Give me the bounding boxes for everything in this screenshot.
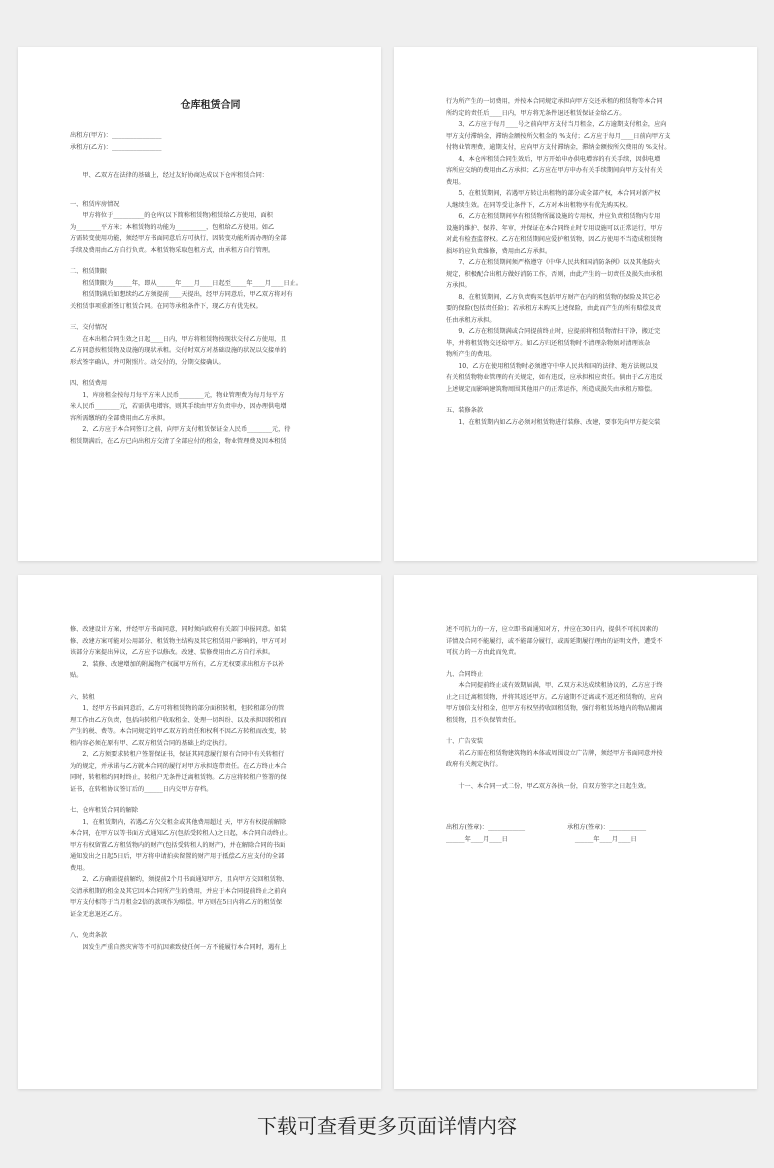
lessor-signature-field: 出租方(签章)：____________ (446, 824, 526, 831)
section-heading: 八、免责条款 (70, 932, 108, 939)
text-line: 本合同，在甲方以等书面方式通知乙方(包括受转租人)之日起，本合同自动终止。 (70, 830, 292, 837)
text-line: 毕，并将租赁物交还给甲方。如乙方归还租赁物时不清理杂物须对清理该杂 (446, 339, 651, 347)
text-line: 证书，在转租协议签订后的______日内交甲方存档。 (70, 785, 213, 793)
text-line: 费用。 (70, 864, 89, 872)
document-page-4 (394, 575, 757, 1089)
text-line: 8、在租赁期间，乙方负责购买包括甲方财产在内的租赁物的保险及其它必 (446, 293, 661, 301)
text-line: 2、乙方应于本合同签订之前，向甲方支付租赁保证金人民币________元，待 (70, 426, 291, 433)
text-line: 有关租赁物物业管理的有关规定，如有违反，应承担相应责任。倘由于乙方违反 (446, 374, 663, 381)
section-heading: 九、合同终止 (446, 670, 484, 678)
section-heading: 二、租赁期限 (70, 268, 108, 275)
lessee-signature-field: 承租方(签章)：____________ (567, 824, 647, 831)
text-line: 方需转变使用功能，须经甲方书面同意后方可执行，因转变功能所需办理的全部 (70, 235, 287, 242)
text-line: 1、经甲方书面同意后，乙方可将租赁物的部分面积转租，但转租部分的管 (70, 705, 285, 712)
date-row (446, 834, 727, 846)
lessee-date-field: ______年____月____日 (574, 835, 637, 843)
text-line: 所约定的责任后____日内，甲方将无条件退还租赁保证金给乙方。 (446, 109, 626, 117)
text-line: 1、在租赁期内如乙方必须对租赁物进行装修、改建，要事先向甲方提交装 (446, 418, 661, 426)
lessor-field: 出租方(甲方)：________________ (70, 132, 162, 139)
text-line: 甲方加倍支付租金，但甲方有权坚持收回租赁物，强行将租赁场地内的物品搬离 (446, 705, 663, 712)
text-line: 租内容必须在原有甲、乙双方租赁合同的基础上约定执行。 (70, 739, 231, 747)
text-line: 交清承租期的租金及其它因本合同所产生的费用，并应于本合同提前终止之前向 (70, 887, 287, 895)
text-line: 修、改建设计方案，并经甲方书面同意，同时须向政府有关部门申报同意。如装 (70, 626, 287, 633)
text-line: 2、乙方确需提前解约，须提前2个月书面通知甲方，且向甲方交回租赁物、 (70, 876, 289, 883)
text-line: 米人民币________元，若需供电增容，则其手续由甲方负责申办，因办理供电增 (70, 403, 287, 410)
section-heading: 六、转租 (70, 693, 95, 701)
download-caption: 下载可查看更多页面详情内容 (257, 1114, 517, 1138)
text-line: 甲方有权留置乙方租赁物内的财产(包括受转租人的财产)，并在解除合同的书面 (70, 841, 286, 849)
text-line: 容所需缴纳的全部费用由乙方承担。 (70, 414, 169, 422)
text-line: 规定，积极配合出租方做好消防工作，否则，由此产生的一切责任及损失由承租 (446, 270, 663, 278)
lessor-date-field: ______年____月____日 (446, 835, 508, 843)
text-line: 1、在租赁期内，若遇乙方欠交租金或其他费用超过 天，甲方有权提前解除 (70, 818, 287, 826)
text-line: 贴。 (70, 672, 83, 679)
signature-row (446, 822, 727, 834)
text-line: 5、在租赁期间，若遇甲方转让出租物的部分或全部产权，本合同对新产权 (446, 190, 661, 197)
text-line: 详情及合同不能履行，或不能部分履行，或需延期履行理由的证明文件，遭受不 (446, 637, 663, 645)
text-line: 为________平方米；本租赁物的功能为__________，包租给乙方使用。如乙 (70, 223, 275, 231)
text-line: 2、乙方须要求转租户签署保证书，保证其同意履行原有合同中有关转租行 (70, 751, 285, 758)
text-line: 形式签字确认，并可附照片。动交付的，分期交接确认。 (70, 358, 225, 366)
text-line: 2、装修、改建增加的附属物产权属甲方所有，乙方无权要求出租方予以补 (70, 660, 285, 668)
text-line: 任由承租方承担。 (446, 316, 496, 324)
text-line: 1、库房租金按每月每平方米人民币________元，物业管理费为每月每平方 (70, 391, 285, 399)
text-line: 理工作由乙方负责，包括向转租户收取租金、处理一切纠纷、以及承担因转租而 (70, 716, 287, 724)
text-line: 甲方将位于__________的仓库(以下简称租赁物)租赁给乙方使用，面积 (70, 212, 273, 219)
section-heading: 七、仓库租赁合同的解除 (70, 807, 139, 814)
text-line: 要的保险(包括责任险)；若承租方未购买上述保险，由此而产生的所有赔偿及责 (446, 305, 662, 312)
text-line: 在本出租合同生效之日起____日内，甲方将租赁物按现状交付乙方使用，且 (70, 335, 287, 343)
closing-clause: 十一、本合同一式二份，甲乙双方各执一份，自双方签字之日起生效。 (446, 782, 651, 790)
text-line: 修、改建方案可能对公用部分、租赁物主结构及其它租赁用户影响的，甲方可对 (70, 637, 287, 645)
text-line: 若乙方需在租赁物建筑物的本体或周围设立广告牌，须经甲方书面同意并按 (446, 749, 663, 757)
text-line: 止之日迁离租赁物，并将其返还甲方。乙方逾期不迁离或不返还租赁物的，应向 (446, 693, 663, 701)
section-heading: 三、交付情况 (70, 324, 108, 331)
text-line: 对此有检查监督权。乙方在租赁期间应爱护租赁物，因乙方使用不当造成租赁物 (446, 236, 663, 243)
text-line: 本合同提前终止或有效期届满，甲、乙双方未达成续租协议的，乙方应于终 (446, 682, 663, 689)
lessee-field: 承租方(乙方)：________________ (70, 143, 162, 151)
text-line: 费用。 (446, 178, 465, 186)
text-line: 方承担。 (446, 282, 471, 289)
text-line: 9、乙方在租赁期满或合同提前终止时，应提前将租赁物清扫干净，搬迁完 (446, 328, 661, 335)
text-line: 租赁期限为______年，即从______年____月____日起至_____年____月____日止。 (70, 279, 303, 287)
text-line: 设施的维护、保养、年审，并保证在本合同终止时专用设施可以正常运行，甲方 (446, 224, 663, 232)
text-line: 甲方支付滞纳金，滞纳金额按所欠租金的 %支付；乙方应于每月____日前向甲方支 (446, 132, 671, 140)
text-line: 关租赁事项重新签订租赁合同。在同等承租条件下，现乙方有优先权。 (70, 302, 262, 310)
text-line: 通知发出之日起5日后，甲方将申请拍卖留置的财产用于抵偿乙方应支付的全部 (70, 853, 285, 860)
text-line: 7、乙方在租赁期间须严格遵守《中华人民共和国消防条例》以及其他防火 (446, 259, 661, 266)
text-line: 手续及费用由乙方自行负责。本租赁物采取包租方式，由承租方自行管理。 (70, 246, 275, 254)
text-line: 6、乙方在租赁期间享有租赁物所属设施的专用权，并应负责租赁物内专用 (446, 213, 661, 220)
text-line: 产生的税、费等。本合同规定的甲乙双方的责任和权利不因乙方转租而改变，转 (70, 728, 287, 735)
text-line: 为的规定，并承诺与乙方就本合同的履行对甲方承担连带责任。在乙方终止本合 (70, 762, 287, 770)
intro-paragraph: 甲、乙双方在法律的基础上，经过友好协商达成以下仓库租赁合同： (70, 172, 268, 179)
text-line: 乙方同意按租赁物及设施的现状承租。交付时双方对基础设施的状况以交接单的 (70, 347, 287, 354)
section-heading: 一、租赁库房情况 (70, 200, 120, 208)
text-line: 行为所产生的一切费用，并按本合同规定承担向甲方交还承租的租赁物等本合同 (446, 98, 663, 105)
text-line: 因发生严重自然灾害等不可抗因素致使任何一方不能履行本合同时，遇有上 (70, 943, 287, 951)
text-line: 政府有关规定执行。 (446, 761, 502, 768)
text-line: 述不可抗力的一方，应立即书面通知对方，并应在30日内，提供不可抗因素的 (446, 626, 659, 633)
text-line: 4、本仓库租赁合同生效后，甲方开始申办供电增容的有关手续，因供电增 (446, 155, 661, 163)
text-line: 容所应交纳的费用由乙方承担；乙方应在甲方申办有关手续期间向甲方支付有关 (446, 167, 663, 174)
text-line: 租赁期满后，在乙方已向出租方交清了全部应付的租金，物业管理费及因本租赁 (70, 437, 287, 445)
text-line: 人继续生效。在同等受让条件下，乙方对本出租物享有优先购买权。 (446, 201, 632, 209)
text-line: 10、乙方在使用租赁物时必须遵守中华人民共和国的法律、地方法规以及 (446, 362, 659, 370)
text-line: 付物业管理费，逾期支付，应向甲方支付滞纳金，滞纳金额按所欠费用的 %支付。 (446, 144, 671, 151)
text-line: 可抗力的一方由此而免责。 (446, 649, 521, 656)
document-page-2 (394, 47, 757, 561)
section-heading: 十、广告安装 (446, 738, 484, 745)
text-line: 损坏的应负责维修，费用由乙方承担。 (446, 247, 552, 255)
text-line: 证金无息退还乙方。 (70, 910, 126, 918)
section-heading: 四、租赁费用 (70, 380, 108, 387)
text-line: 甲方支付相等于当月租金2倍的款项作为赔偿。甲方则在5日内将乙方的租赁保 (70, 899, 283, 906)
text-line: 同时，转租租约同时终止，转租户无条件迁离租赁物。乙方应将转租户签署的保 (70, 774, 287, 781)
document-page-3 (18, 575, 381, 1089)
document-page-1 (18, 47, 381, 561)
section-heading: 五、装修条款 (446, 407, 484, 414)
contract-title: 仓库租赁合同 (180, 100, 241, 111)
text-line: 租赁物，且不负保管责任。 (446, 716, 521, 724)
text-line: 3、乙方应于每月____号之前向甲方支付当月租金，乙方逾期支付租金，应向 (446, 121, 667, 128)
text-line: 该部分方案提出异议，乙方应予以修改。改建、装修费用由乙方自行承担。 (70, 649, 275, 656)
text-line: 物所产生的费用。 (446, 351, 496, 358)
text-line: 租赁期满后如想续约乙方须提前____天提出，经甲方同意后，甲乙双方将对有 (70, 291, 293, 298)
text-line: 上述规定而影响建筑物周围其他用户的正常运作，所造成损失由承租方赔偿。 (446, 385, 657, 393)
